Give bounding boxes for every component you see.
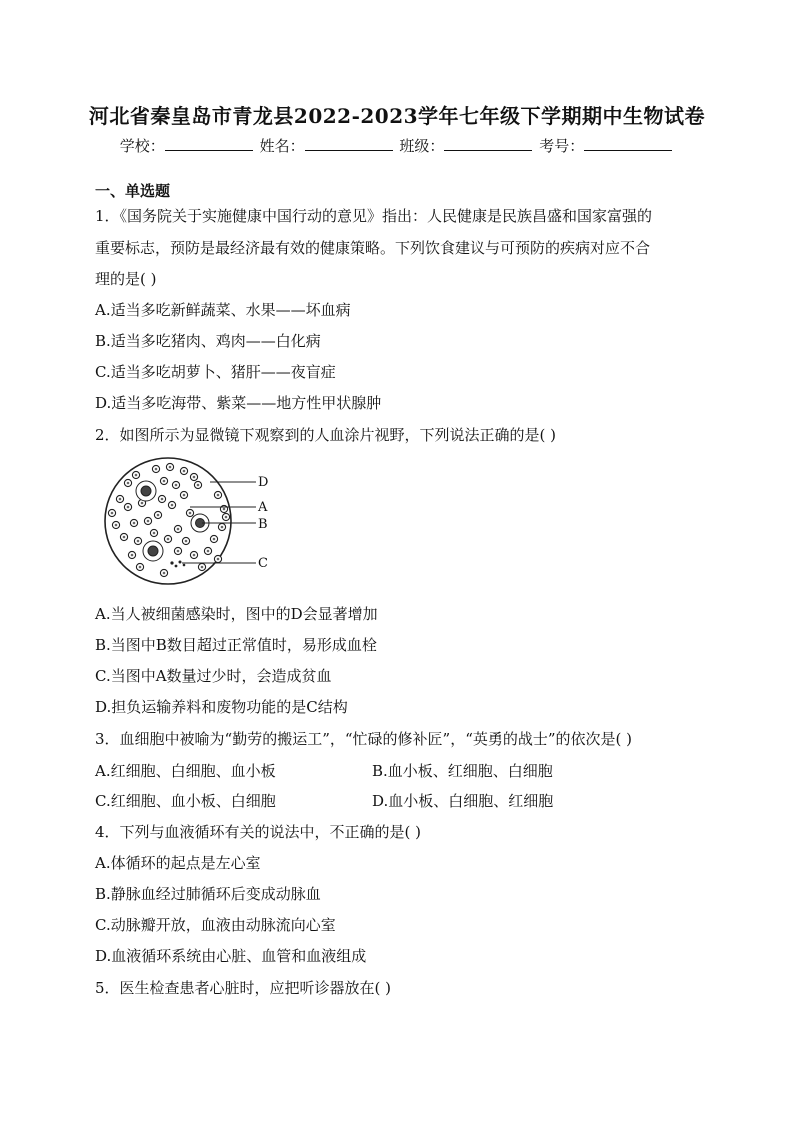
red-blood-cell-center (201, 566, 204, 569)
school-blank[interactable] (165, 136, 253, 151)
q3-option-a: A.红细胞、白细胞、血小板 (95, 762, 276, 780)
red-blood-cell-center (133, 522, 136, 525)
class-blank[interactable] (444, 136, 532, 151)
red-blood-cell-center (127, 482, 130, 485)
number-blank[interactable] (584, 136, 672, 151)
q3-option-c: C.红细胞、血小板、白细胞 (95, 792, 276, 810)
red-blood-cell-center (127, 506, 130, 509)
red-blood-cell-center (141, 502, 144, 505)
red-blood-cell-center (177, 528, 180, 531)
red-blood-cell-center (157, 514, 160, 517)
red-blood-cell-center (171, 504, 174, 507)
red-blood-cell-center (163, 572, 166, 575)
section-title: 一、单选题 (95, 182, 171, 200)
red-blood-cell-center (223, 508, 226, 511)
red-blood-cell-center (115, 524, 118, 527)
red-blood-cell-center (193, 476, 196, 479)
red-blood-cell-center (183, 494, 186, 497)
q2-option-b: B.当图中B数目超过正常值时，易形成血栓 (95, 636, 377, 654)
q1-stem-line1: 1．《国务院关于实施健康中国行动的意见》指出：人民健康是民族昌盛和国家富强的 (95, 207, 653, 225)
red-blood-cell-center (111, 512, 114, 515)
q3-option-d: D.血小板、白细胞、红细胞 (372, 792, 554, 810)
red-blood-cell-center (119, 498, 122, 501)
q2-option-d: D.担负运输养料和废物功能的是C结构 (95, 698, 348, 716)
number-label: 考号： (539, 137, 585, 155)
school-label: 学校： (119, 137, 165, 155)
red-blood-cell-center (123, 536, 126, 539)
red-blood-cell-center (221, 526, 224, 529)
q1-option-a: A.适当多吃新鲜蔬菜、水果——坏血病 (95, 301, 351, 319)
red-blood-cell-center (217, 558, 220, 561)
figure-label-d: D (258, 475, 269, 490)
red-blood-cell-center (189, 512, 192, 515)
q1-stem-line2: 重要标志，预防是最经济最有效的健康策略。下列饮食建议与可预防的疾病对应不合 (95, 239, 651, 257)
blood-smear-figure (98, 455, 278, 585)
q2-option-c: C.当图中A数量过少时，会造成贫血 (95, 667, 332, 685)
red-blood-cell-center (135, 474, 138, 477)
red-blood-cell-center (137, 540, 140, 543)
exam-title: 河北省秦皇岛市青龙县2022-2023学年七年级下学期期中生物试卷 (88, 104, 706, 128)
red-blood-cell-center (177, 550, 180, 553)
red-blood-cell-center (153, 532, 156, 535)
q2-option-a: A.当人被细菌感染时，图中的D会显著增加 (95, 605, 378, 623)
red-blood-cell-center (161, 498, 164, 501)
q2-stem: 2．如图所示为显微镜下观察到的人血涂片视野，下列说法正确的是( ) (95, 426, 557, 444)
red-blood-cell-center (163, 480, 166, 483)
figure-label-b: B (258, 517, 268, 532)
name-label: 姓名： (259, 137, 305, 155)
q3-stem: 3．血细胞中被喻为“勤劳的搬运工”，“忙碌的修补匠”，“英勇的战士”的依次是( ) (95, 730, 633, 748)
q4-option-c: C.动脉瓣开放，血液由动脉流向心室 (95, 916, 336, 934)
q1-option-d: D.适当多吃海带、紫菜——地方性甲状腺肿 (95, 394, 382, 412)
class-label: 班级： (399, 137, 445, 155)
student-info-row (0, 135, 794, 156)
q1-option-c: C.适当多吃胡萝卜、猪肝——夜盲症 (95, 363, 336, 381)
name-blank[interactable] (305, 136, 393, 151)
red-blood-cell-center (213, 538, 216, 541)
red-blood-cell-center (193, 554, 196, 557)
red-blood-cell-center (197, 484, 200, 487)
red-blood-cell-center (225, 516, 228, 519)
q3-option-b: B.血小板、红细胞、白细胞 (372, 762, 553, 780)
figure-label-a: A (258, 500, 268, 515)
red-blood-cell-center (175, 484, 178, 487)
q1-stem-line3: 理的是( ) (95, 270, 157, 288)
red-blood-cell-center (183, 470, 186, 473)
figure-label-c: C (258, 556, 268, 571)
red-blood-cell-center (207, 550, 210, 553)
q4-stem: 4．下列与血液循环有关的说法中，不正确的是( ) (95, 823, 422, 841)
q1-option-b: B.适当多吃猪肉、鸡肉——白化病 (95, 332, 321, 350)
q4-option-d: D.血液循环系统由心脏、血管和血液组成 (95, 947, 367, 965)
red-blood-cell-center (155, 468, 158, 471)
q4-option-b: B.静脉血经过肺循环后变成动脉血 (95, 885, 321, 903)
red-blood-cell-center (185, 540, 188, 543)
q5-stem: 5．医生检查患者心脏时，应把听诊器放在( ) (95, 979, 392, 997)
q4-option-a: A.体循环的起点是左心室 (95, 854, 261, 872)
red-blood-cell-center (167, 538, 170, 541)
red-blood-cell-center (139, 566, 142, 569)
red-blood-cell-center (147, 520, 150, 523)
red-blood-cell-center (131, 554, 134, 557)
red-blood-cell-center (217, 494, 220, 497)
red-blood-cell-center (169, 466, 172, 469)
